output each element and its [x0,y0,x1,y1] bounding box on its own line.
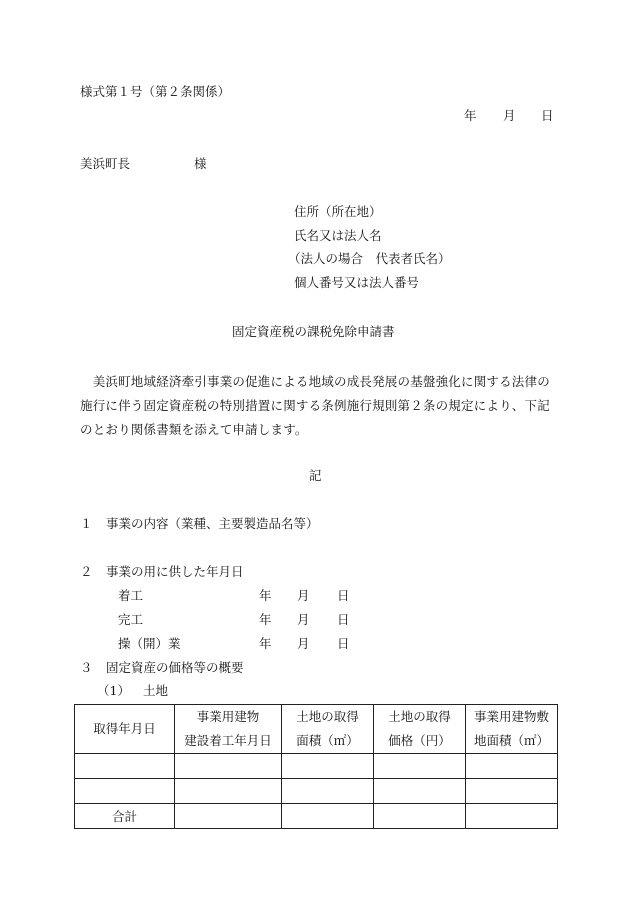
start-year: 年 [259,588,272,603]
subsection-1-label: 土地 [143,683,169,698]
completion-year: 年 [259,612,272,627]
section-3-label: 固定資産の価格等の概要 [106,660,244,675]
operation-day: 日 [337,636,350,651]
table-cell[interactable] [466,804,558,829]
table-cell[interactable] [374,779,466,804]
start-day: 日 [337,588,350,603]
subsection-1-number: （1） [97,683,130,698]
applicant-representative-label: （法人の場合 代表者氏名） [288,251,451,266]
table-cell[interactable] [282,779,374,804]
table-cell[interactable] [282,754,374,779]
header-building-site-area: 事業用建物敷 地面積（㎡） [466,705,558,754]
addressee-honorific: 様 [194,156,207,171]
ki-label: 記 [309,468,322,483]
section-3-number: ３ [80,660,93,675]
body-paragraph: 美浜町地域経済牽引事業の促進による地域の成長発展の基盤強化に関する法律の施行に伴う固定資産税の特別措置に関する条例施行規則第２条の規定により、下記のとおり関係書類を添えて申請します。 [80,374,550,437]
header-building-construction-date: 事業用建物 建設着工年月日 [175,705,282,754]
addressee-name: 美浜町長 [80,156,131,171]
table-cell[interactable] [282,804,374,829]
table-cell[interactable] [175,804,282,829]
table-cell[interactable] [75,779,175,804]
applicant-address-label: 住所（所在地） [294,204,382,219]
table-row [75,779,558,804]
table-cell[interactable] [374,754,466,779]
header-acquisition-date: 取得年月日 [75,705,175,754]
table-cell[interactable] [374,804,466,829]
operation-year: 年 [259,636,272,651]
start-month: 月 [297,588,310,603]
section-2-label: 事業の用に供した年月日 [106,564,244,579]
form-number: 様式第１号（第２条関係） [80,84,231,99]
operation-month: 月 [297,636,310,651]
table-cell[interactable] [175,754,282,779]
table-row [75,754,558,779]
table-cell[interactable] [466,779,558,804]
table-cell[interactable] [466,754,558,779]
table-header-row [75,705,558,754]
date-day: 日 [541,108,554,123]
start-label: 着工 [118,588,144,603]
document-title: 固定資産税の課税免除申請書 [232,324,395,339]
date-year: 年 [464,108,477,123]
date-month: 月 [503,108,516,123]
header-land-area: 土地の取得 面積（㎡） [282,705,374,754]
section-1-number: １ [80,516,93,531]
completion-day: 日 [337,612,350,627]
table-cell[interactable] [175,779,282,804]
table-total-row [75,804,558,829]
completion-month: 月 [297,612,310,627]
land-table [74,704,558,829]
total-label: 合計 [75,804,175,829]
operation-label: 操（開）業 [118,636,181,651]
section-2-number: ２ [80,564,93,579]
table-cell[interactable] [75,754,175,779]
header-land-price: 土地の取得 価格（円） [374,705,466,754]
applicant-number-label: 個人番号又は法人番号 [294,275,420,290]
applicant-name-label: 氏名又は法人名 [294,228,382,243]
section-1-label: 事業の内容（業種、主要製造品名等） [106,516,319,531]
completion-label: 完工 [118,612,144,627]
